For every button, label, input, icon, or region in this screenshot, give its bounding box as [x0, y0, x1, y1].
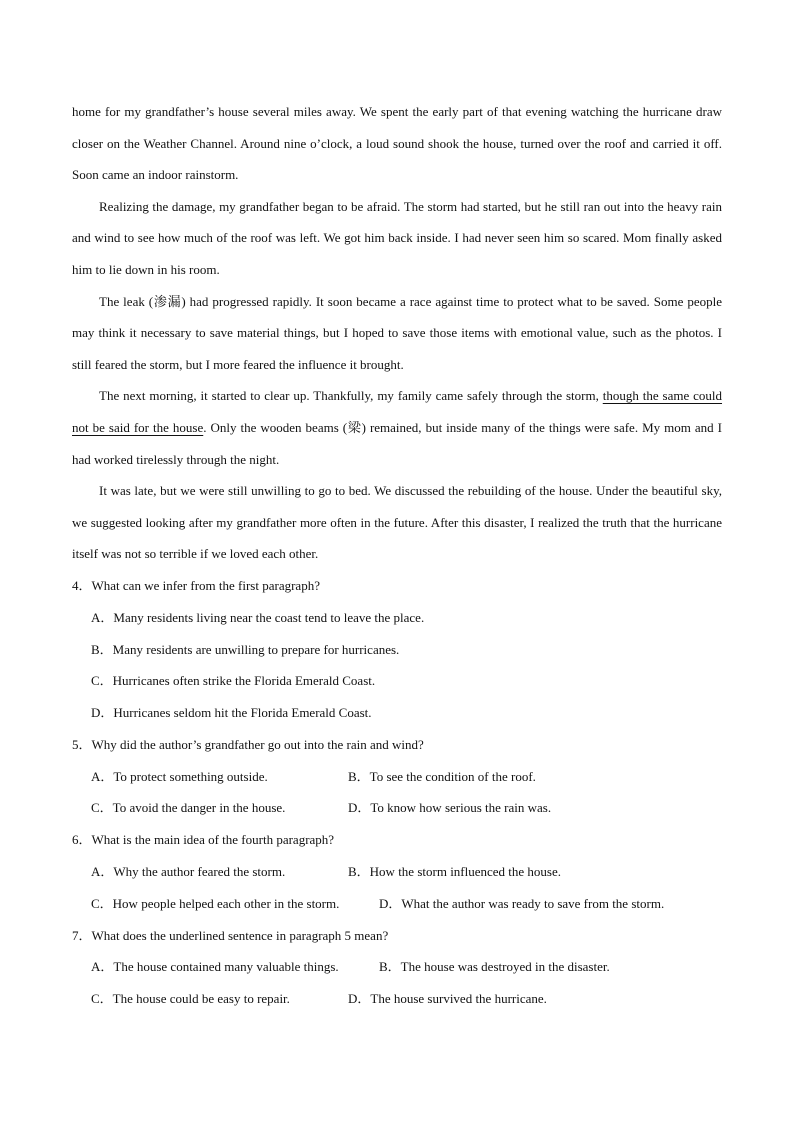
options-row: [72, 856, 722, 888]
paragraph-4-text-after: . Only the wooden beams (梁) remained, but inside many of the things were safe. My mom and I had worked tirelessly through the night.: [72, 419, 722, 467]
answer-option-a: A．Many residents living near the coast tend to leave the place.: [91, 609, 425, 625]
question-4: [72, 570, 722, 729]
answer-option-d: D．What the author was ready to save from the storm.: [379, 895, 665, 911]
passage-paragraph-2: Realizing the damage, my grandfather began to be afraid. The storm had started, but he still ran out into the heavy rain and wind to see how much of the roof was left. We got him back inside. I had never seen him so scared. Mom finally asked him to lie down in his room.: [72, 198, 722, 277]
answer-option-c: C．Hurricanes often strike the Florida Emerald Coast.: [91, 673, 376, 689]
passage-paragraph-3: The leak (渗漏) had progressed rapidly. It soon became a race against time to protect what to be saved. Some people may think it necessary to save material things, but I hoped to save those items with emotional value, such as the photos. I still feared the storm, but I more feared the influence it brought.: [72, 293, 722, 372]
answer-option-a: A．Why the author feared the storm.: [91, 864, 286, 880]
options-row: [72, 951, 722, 983]
passage-paragraph-5: It was late, but we were still unwilling to go to bed. We discussed the rebuilding of the house. Under the beautiful sky, we suggested looking after my grandfather more often in the future. After this disaster, I realized the truth that the hurricane itself was not so terrible if we loved each other.: [72, 483, 722, 562]
question-7: [72, 920, 722, 1015]
question-5: [72, 729, 722, 824]
answer-option-c: C．The house could be easy to repair.: [91, 991, 290, 1007]
answer-option-c: C．How people helped each other in the storm.: [91, 895, 340, 911]
options-row: [72, 792, 722, 824]
answer-option-b: B．To see the condition of the roof.: [348, 768, 536, 784]
answer-option-b: B．Many residents are unwilling to prepare for hurricanes.: [91, 641, 400, 657]
answer-option-a: A．To protect something outside.: [91, 768, 268, 784]
answer-option-c: C．To avoid the danger in the house.: [91, 800, 286, 816]
answer-option-d: D．To know how serious the rain was.: [348, 800, 552, 816]
question-stem: 5．Why did the author’s grandfather go out into the rain and wind?: [72, 736, 424, 752]
document-page: [72, 96, 722, 1015]
answer-option-b: B．How the storm influenced the house.: [348, 864, 562, 880]
passage-paragraph-1: home for my grandfather’s house several miles away. We spent the early part of that evening watching the hurricane draw closer on the Weather Channel. Around nine o’clock, a loud sound shook the house, turned over the roof and carried it off. Soon came an indoor rainstorm.: [72, 104, 722, 183]
underlined-sentence: though the same could not be said for the house: [72, 388, 723, 435]
options-row: [72, 983, 722, 1015]
answer-option-a: A．The house contained many valuable things.: [91, 959, 339, 975]
answer-option-b: B．The house was destroyed in the disaster.: [379, 959, 610, 975]
paragraph-4-text-before: The next morning, it started to clear up. Thankfully, my family came safely through the storm,: [99, 388, 603, 404]
passage-paragraph-4: [72, 380, 722, 475]
question-stem: 4．What can we infer from the first paragraph?: [72, 577, 320, 593]
question-stem: 7．What does the underlined sentence in paragraph 5 mean?: [72, 927, 389, 943]
options-row: [72, 761, 722, 793]
question-stem: 6．What is the main idea of the fourth paragraph?: [72, 832, 335, 848]
options-row: [72, 888, 722, 920]
answer-option-d: D．The house survived the hurricane.: [348, 991, 547, 1007]
question-6: [72, 824, 722, 919]
answer-option-d: D．Hurricanes seldom hit the Florida Emerald Coast.: [91, 705, 372, 721]
